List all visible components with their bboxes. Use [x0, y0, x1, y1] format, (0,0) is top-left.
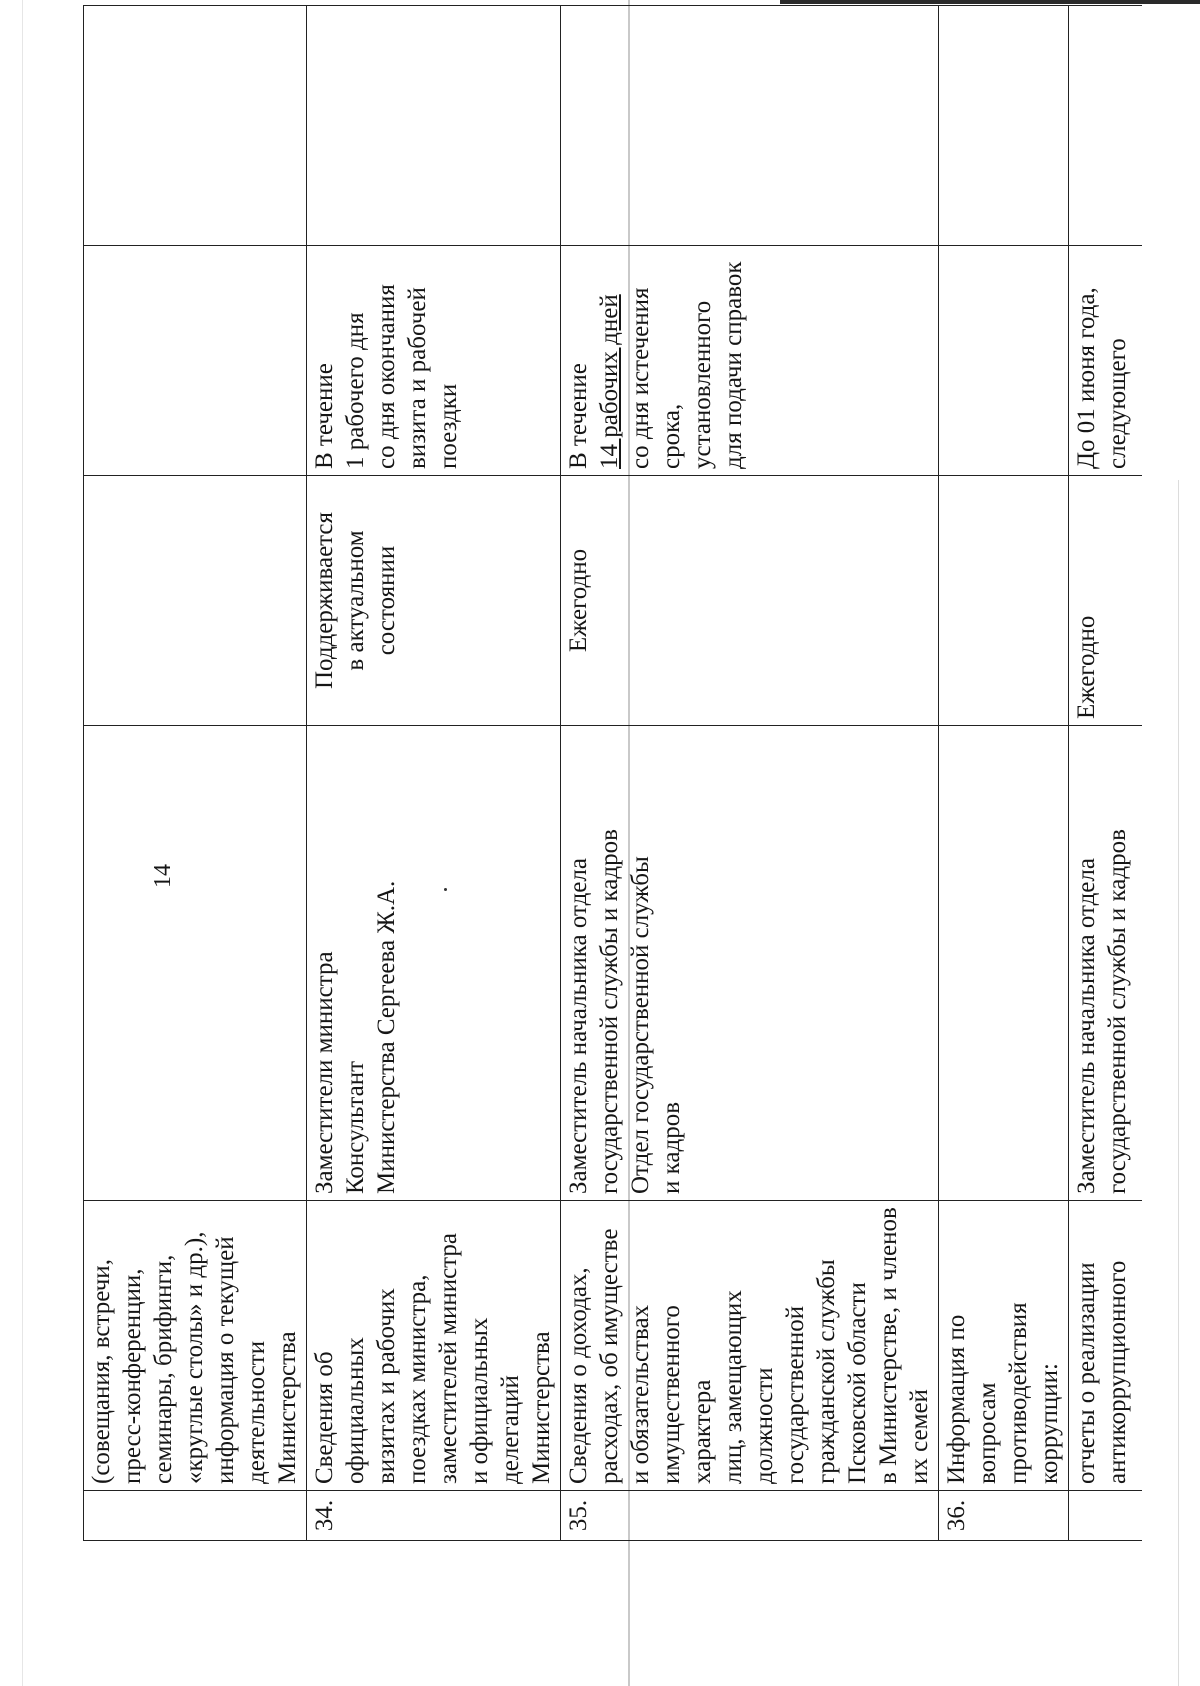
item-cell: (совещания, встречи, пресс-конференции, семинары, брифинги, «круглые столы» и др.), информация о текущей деятельности Министерства [84, 1201, 307, 1491]
item-cell: Сведения о доходах, расходах, об имуществе и обязательствах имущественного характера лиц, замещающих должности государственной гражданской службы Псковской области в Министерстве, и членов их семей [561, 1201, 939, 1491]
item-cell: Информация по вопросам противодействия коррупции: [939, 1201, 1069, 1491]
row-number [84, 1491, 307, 1541]
table-row [561, 6, 939, 1541]
deadline-line-underlined: 14 рабочих дней [596, 294, 623, 469]
note-cell [307, 6, 561, 246]
responsible-cell: Заместитель начальника отдела государственной службы и кадров Отдел государственной службы и кадров [561, 726, 939, 1201]
note-cell [561, 6, 939, 246]
table-row [307, 6, 561, 1541]
note-cell [1069, 6, 1143, 246]
deadline-cell [84, 246, 307, 476]
responsible-cell [939, 726, 1069, 1201]
period-cell: Ежегодно [561, 476, 939, 726]
table-row [84, 6, 307, 1541]
period-cell [84, 476, 307, 726]
deadline-rest: со дня истечения срока, установленного для подачи справок [627, 261, 747, 469]
plan-table [83, 5, 1142, 1541]
page-number: 14 [150, 864, 176, 888]
row-number: 36. [939, 1491, 1069, 1541]
note-cell [84, 6, 307, 246]
period-cell [939, 476, 1069, 726]
deadline-cell [561, 246, 939, 476]
deadline-cell [939, 246, 1069, 476]
row-number: 34. [307, 1491, 561, 1541]
responsible-cell: Заместитель начальника отдела государственной службы и кадров [1069, 726, 1143, 1201]
responsible-cell: Заместители министра Консультант Министерства Сергеева Ж.А. [307, 726, 561, 1201]
deadline-cell: В течение 1 рабочего дня со дня окончания визита и рабочей поездки [307, 246, 561, 476]
row-number: 35. [561, 1491, 939, 1541]
period-cell: Ежегодно [1069, 476, 1143, 726]
responsible-cell [84, 726, 307, 1201]
item-cell: отчеты о реализации антикоррупционного [1069, 1201, 1143, 1491]
table-row [939, 6, 1069, 1541]
period-cell: Поддерживается в актуальном состоянии [307, 476, 561, 726]
note-cell [939, 6, 1069, 246]
deadline-line: В течение [565, 363, 592, 469]
row-number [1069, 1491, 1143, 1541]
item-cell: Сведения об официальных визитах и рабочих поездках министра, заместителей министра и официальных делегаций Министерства [307, 1201, 561, 1491]
table-row [1069, 6, 1143, 1541]
deadline-cell: До 01 июня года, следующего [1069, 246, 1143, 476]
